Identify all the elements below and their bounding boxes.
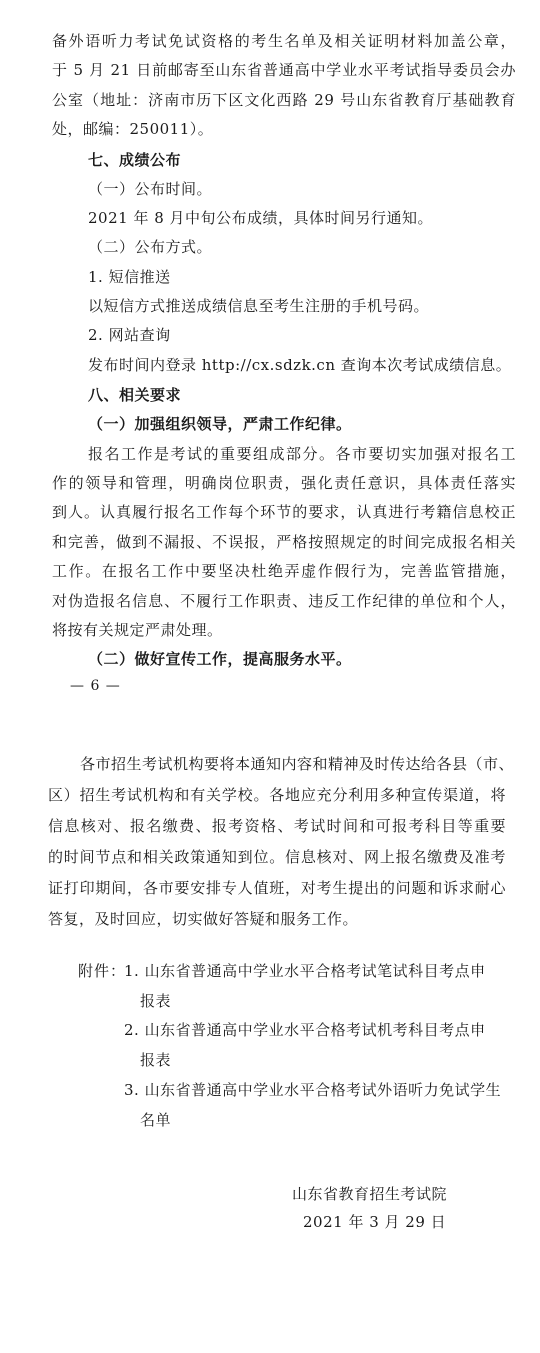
section-7-item-1-text: 以短信方式推送成绩信息至考生注册的手机号码。 <box>88 297 430 315</box>
section-7-heading: 七、成绩公布 <box>88 151 182 169</box>
attachment-item-continuation: 名单 <box>140 1111 172 1129</box>
section-7-item-2-text: 发布时间内登录 http://cx.sdzk.cn 查询本次考试成绩信息。 <box>88 356 512 374</box>
section-8-paragraph-line: 工作。在报名工作中要坚决杜绝弄虚作假行为，完善监管措施， <box>52 562 516 580</box>
continuation-line: 备外语听力考试免试资格的考生名单及相关证明材料加盖公章， <box>52 32 516 50</box>
section-8-paragraph-line: 和完善，做到不漏报、不误报，严格按照规定的时间完成报名相关 <box>52 533 516 551</box>
section-7-sub-2-heading: （二）公布方式。 <box>88 238 213 256</box>
notice-paragraph-line: 证打印期间，各市要安排专人值班，对考生提出的问题和诉求耐心 <box>48 879 506 897</box>
section-7-sub-1-heading: （一）公布时间。 <box>88 180 213 198</box>
attachments-label: 附件： <box>78 962 127 980</box>
notice-paragraph-line: 信息核对、报名缴费、报考资格、考试时间和可报考科目等重要 <box>48 817 506 835</box>
page-number: — 6 — <box>70 678 121 694</box>
notice-paragraph-line: 答复，及时回应，切实做好答疑和服务工作。 <box>48 910 359 928</box>
notice-paragraph-line: 各市招生考试机构要将本通知内容和精神及时传达给各县（市、 <box>80 755 515 773</box>
section-8-sub-1-heading: （一）加强组织领导，严肃工作纪律。 <box>88 415 352 433</box>
section-7-item-2-heading: 2. 网站查询 <box>88 326 171 344</box>
section-7-sub-1-text: 2021 年 8 月中旬公布成绩，具体时间另行通知。 <box>88 209 434 227</box>
continuation-line: 公室（地址：济南市历下区文化西路 29 号山东省教育厅基础教育 <box>52 91 516 109</box>
notice-paragraph-line: 区）招生考试机构和有关学校。各地应充分利用多种宣传渠道，将 <box>48 786 506 804</box>
continuation-line: 处，邮编：250011）。 <box>52 120 214 138</box>
signature-date: 2021 年 3 月 29 日 <box>303 1213 447 1231</box>
attachment-item: 1. 山东省普通高中学业水平合格考试笔试科目考点申 <box>124 962 486 980</box>
section-8-heading: 八、相关要求 <box>88 386 182 404</box>
section-7-item-1-heading: 1. 短信推送 <box>88 268 171 286</box>
notice-paragraph-line: 的时间节点和相关政策通知到位。信息核对、网上报名缴费及准考 <box>48 848 506 866</box>
section-8-paragraph-line: 到人。认真履行报名工作每个环节的要求，认真进行考籍信息校正 <box>52 503 516 521</box>
attachment-item: 2. 山东省普通高中学业水平合格考试机考科目考点申 <box>124 1021 486 1039</box>
section-8-paragraph-line: 将按有关规定严肃处理。 <box>52 621 223 639</box>
attachment-item-continuation: 报表 <box>140 992 172 1010</box>
section-8-paragraph-line: 对伪造报名信息、不履行工作职责、违反工作纪律的单位和个人， <box>52 592 516 610</box>
signature-organization: 山东省教育招生考试院 <box>292 1185 448 1203</box>
attachment-item: 3. 山东省普通高中学业水平合格考试外语听力免试学生 <box>124 1081 502 1099</box>
attachment-item-continuation: 报表 <box>140 1051 172 1069</box>
section-8-paragraph-line: 报名工作是考试的重要组成部分。各市要切实加强对报名工 <box>88 445 516 463</box>
section-8-sub-2-heading: （二）做好宣传工作，提高服务水平。 <box>88 650 352 668</box>
continuation-line: 于 5 月 21 日前邮寄至山东省普通高中学业水平考试指导委员会办 <box>52 61 516 79</box>
section-8-paragraph-line: 作的领导和管理，明确岗位职责，强化责任意识，具体责任落实 <box>52 474 516 492</box>
